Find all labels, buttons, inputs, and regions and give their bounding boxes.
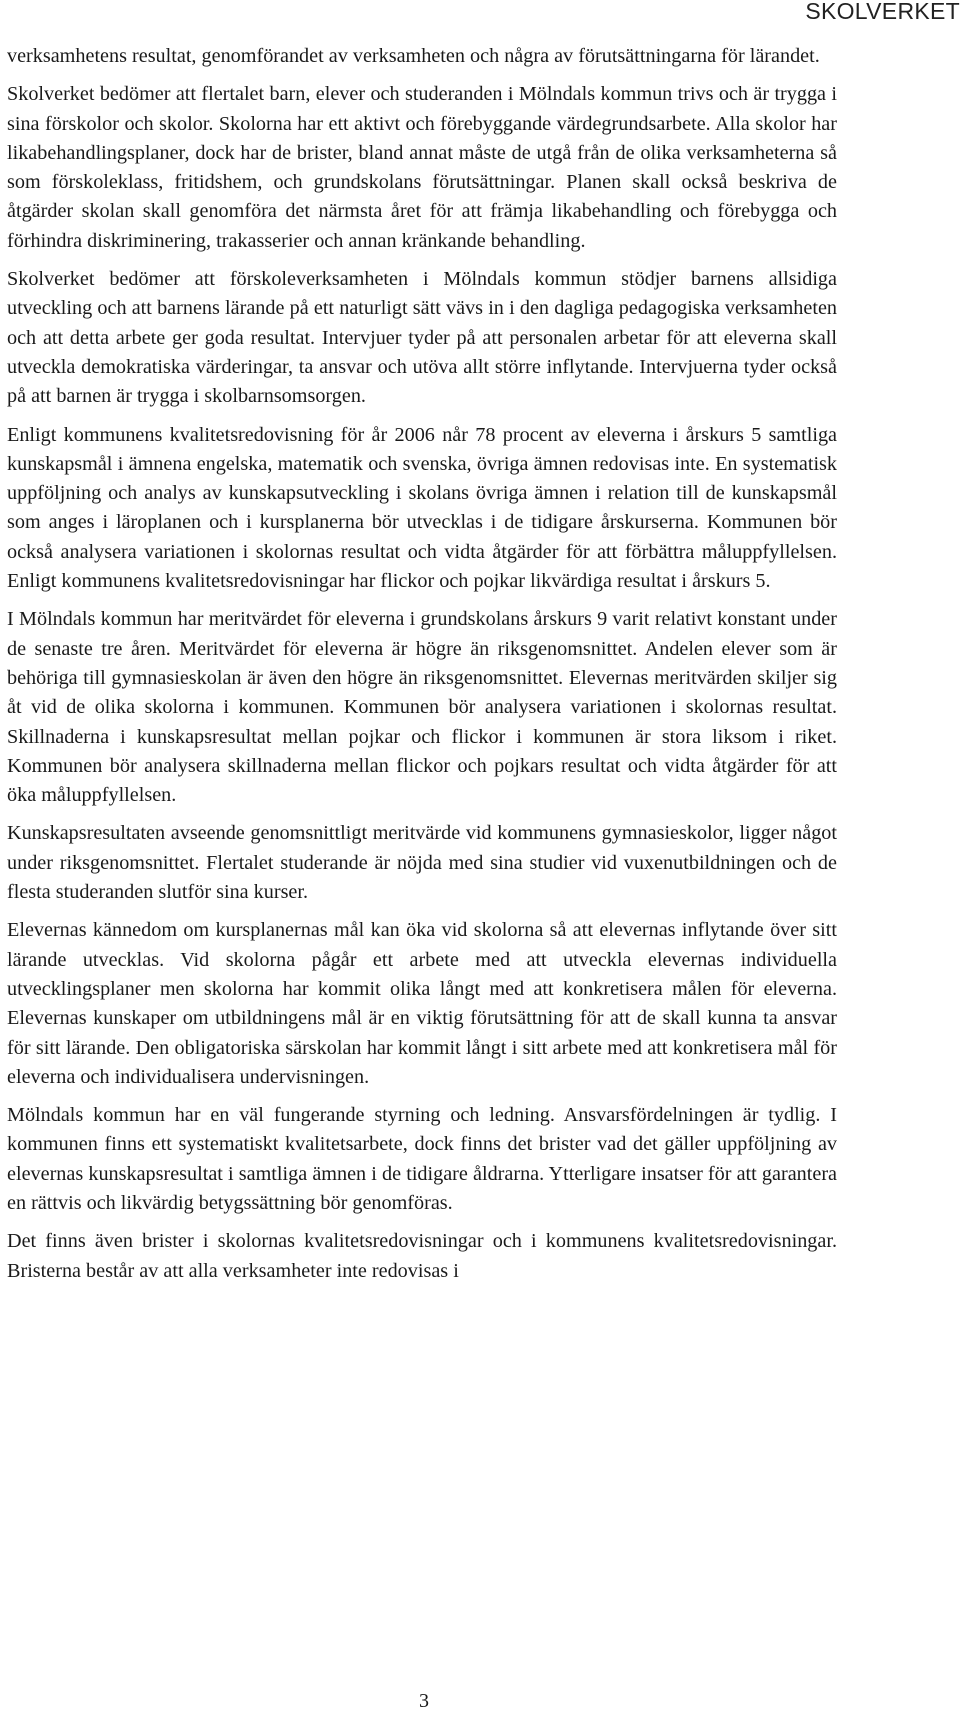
paragraph: Enligt kommunens kvalitetsredovisning för år 2006 når 78 procent av eleverna i årskurs 5 samtliga kunskapsmål i ämnena engelska, matematik och svenska, övriga ämnen redovisas inte. En systematisk uppföljning och analys av kunskapsutveckling i skolans övriga ämnen i relation till de kunskapsmål som anges i läroplanen och i kursplanerna bör utvecklas i de tidigare årskurserna. Kommunen bör också analysera variationen i skolornas resultat och vidta åtgärder för att förbättra måluppfyllelsen. Enligt kommunens kvalitetsredovisningar har flickor och pojkar likvärdiga resultat i årskurs 5. [7,423,837,593]
paragraph: verksamhetens resultat, genomförandet av verksamheten och några av förutsättningarna för lärandet. [7,45,820,67]
paragraph: I Mölndals kommun har meritvärdet för eleverna i grundskolans årskurs 9 varit relativt konstant under de senaste tre åren. Meritvärdet för eleverna är högre än riksgenomsnittet. Andelen elever som är behöriga till gymnasieskolan är även den högre än riksgenomsnittet. Elevernas meritvärden skiljer sig åt vid de olika skolorna i kommunen. Kommunen bör analysera variationen i skolornas resultat. Skillnaderna i kunskapsresultat mellan pojkar och flickor i kommunen är stora liksom i riket. Kommunen bör analysera skillnaderna mellan flickor och pojkars resultat och vidta åtgärder för att öka måluppfyllelsen. [7,608,837,807]
header-title: SKOLVERKET [805,0,960,24]
paragraph: Elevernas kännedom om kursplanernas mål kan öka vid skolorna så att elevernas inflytande över sitt lärande utvecklas. Vid skolorna pågår ett arbete med att utveckla elevernas individuella utvecklingsplaner men skolorna har kommit olika långt med att konkretisera målen för eleverna. Elevernas kunskaper om utbildningens mål är en viktig förutsättning för att de skall kunna ta ansvar för sitt lärande. Den obligatoriska särskolan har kommit långt i sitt arbete med att konkretisera mål för eleverna och individualisera undervisningen. [7,919,837,1088]
page-number: 3 [419,1690,429,1712]
paragraph: Skolverket bedömer att förskoleverksamheten i Mölndals kommun stödjer barnens allsidiga utveckling och att barnens lärande på ett naturligt sätt vävs in i den dagliga pedagogiska verksamheten och att detta arbete ger goda resultat. Intervjuer tyder på att personalen arbetar för att eleverna skall utveckla demokratiska värderingar, ta ansvar och utöva allt större inflytande. Intervjuerna tyder också på att barnen är trygga i skolbarnsomsorgen. [7,268,837,408]
paragraph: Skolverket bedömer att flertalet barn, elever och studeranden i Mölndals kommun trivs och är trygga i sina förskolor och skolor. Skolorna har ett aktivt och förebyggande värdegrundsarbete. Alla skolor har likabehandlingsplaner, dock har de brister, bland annat måste de utgå från de olika verksamheterna så som förskoleklass, fritidshem, och grundskolans förutsättningar. Planen skall också beskriva de åtgärder skolan skall genomföra det närmsta året för att främja likabehandling och förebygga och förhindra diskriminering, trakasserier och annan kränkande behandling. [7,83,837,252]
paragraph: Mölndals kommun har en väl fungerande styrning och ledning. Ansvarsfördelningen är tydlig. I kommunen finns ett systematiskt kvalitetsarbete, dock finns det brister vad det gäller uppföljning av elevernas kunskapsresultat i samtliga ämnen i de tidigare åldrarna. Ytterligare insatser för att garantera en rättvis och likvärdig betygssättning bör genomföras. [7,1104,837,1214]
document-body [7,42,837,1295]
paragraph: Det finns även brister i skolornas kvalitetsredovisningar och i kommunens kvalitetsredovisningar. Bristerna består av att alla verksamheter inte redovisas i [7,1230,837,1282]
paragraph: Kunskapsresultaten avseende genomsnittligt meritvärde vid kommunens gymnasieskolor, ligger något under riksgenomsnittet. Flertalet studerande är nöjda med sina studier vid vuxenutbildningen och de flesta studeranden slutför sina kurser. [7,822,837,904]
